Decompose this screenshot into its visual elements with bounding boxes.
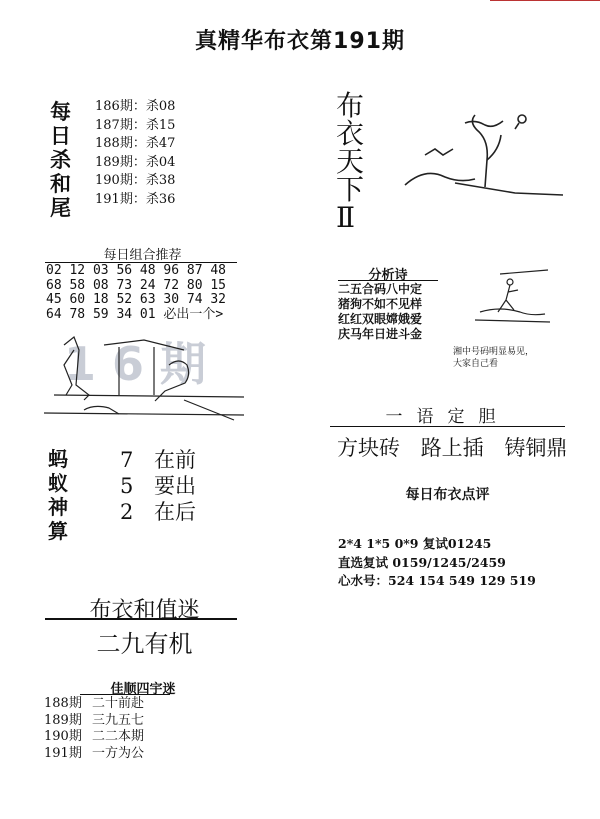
four-char-row <box>44 729 144 746</box>
riddle-text: 三九五七 <box>92 712 145 728</box>
title-char: 下 <box>336 173 365 206</box>
label-char: 尾 <box>50 195 71 220</box>
combo-grid <box>46 264 226 322</box>
issue-number: 191期 <box>44 745 82 761</box>
riddle-text: 二十前赴 <box>92 696 145 711</box>
issue-number: 189期 <box>44 712 82 728</box>
kill-row: 191期：杀36 <box>95 191 176 207</box>
ant-god-rows <box>120 447 196 525</box>
combo-row: 45 60 18 52 63 30 74 32 <box>46 292 227 307</box>
four-char-row <box>44 713 144 730</box>
riddle-text: 一方为公 <box>92 745 145 761</box>
note-line: 湘中号码明显易见， <box>453 347 535 357</box>
ant-row <box>120 473 196 499</box>
scholar-scene-illustration <box>44 325 244 425</box>
ant-text: 在前 <box>154 448 196 472</box>
label-char: 杀 <box>50 147 71 172</box>
ant-number: 5 <box>120 474 134 498</box>
label-char: 蚁 <box>48 471 68 495</box>
issue-number: 188期 <box>44 696 82 711</box>
analysis-divider <box>338 280 438 281</box>
comment-row: 心水号：524 154 549 129 519 <box>338 573 536 588</box>
label-char: 日 <box>50 123 71 148</box>
kill-row: 187期：杀15 <box>95 117 176 133</box>
daily-comment-list <box>338 535 536 591</box>
ant-number: 7 <box>120 448 134 472</box>
poem-note <box>453 346 534 370</box>
title-char: Ⅱ <box>336 201 356 234</box>
yiyu-title: 一语定胆 <box>385 407 510 427</box>
four-char-divider <box>80 694 170 695</box>
ant-row <box>120 447 196 473</box>
riddle-answer: 二九有机 <box>96 630 193 658</box>
four-char-row <box>44 746 144 763</box>
ant-text: 在后 <box>154 500 196 524</box>
title-char: 布 <box>336 89 365 122</box>
kill-row: 188期：杀47 <box>95 136 176 152</box>
page-title: 真精华布衣第191期 <box>195 29 405 54</box>
label-char: 蚂 <box>48 447 68 471</box>
ant-row <box>120 499 196 525</box>
label-char: 每 <box>50 99 71 124</box>
yiyu-phrase: 路上插 <box>420 436 484 460</box>
riddle-text: 二二本期 <box>92 729 145 744</box>
yiyu-phrases <box>337 432 581 462</box>
comment-row: 直选复试 0159/1245/2459 <box>338 554 506 570</box>
figure-sketch-illustration <box>470 268 555 328</box>
daily-kill-list <box>95 98 175 210</box>
ant-god-label <box>48 447 78 543</box>
riddle-divider <box>45 618 237 620</box>
poem-line: 庆马年日进斗金 <box>338 327 423 341</box>
analysis-poem-title: 分析诗 <box>368 268 408 283</box>
poem-line: 红红双眼嫦娥爱 <box>338 312 423 326</box>
pine-landscape-illustration <box>395 105 565 200</box>
combo-row: 64 78 59 34 01 必出一个> <box>46 306 224 322</box>
combo-title: 每日组合推荐 <box>103 248 182 263</box>
note-line: 大家自己看 <box>453 359 499 369</box>
label-char: 神 <box>48 495 68 519</box>
label-char: 和 <box>50 171 71 196</box>
combo-row: 68 58 08 73 24 72 80 15 <box>46 277 227 293</box>
ant-text: 要出 <box>154 474 196 498</box>
title-char: 天 <box>336 145 365 178</box>
issue-watermark: 1 6 期 <box>64 337 207 391</box>
four-char-riddle-title: 佳顺四宇迷 <box>110 682 176 697</box>
label-char: 算 <box>48 519 68 543</box>
poem-line: 猪狗不如不见样 <box>338 297 423 311</box>
poem-line: 二五合码八中定 <box>338 282 423 296</box>
top-accent-line <box>490 0 600 4</box>
title-char: 衣 <box>336 117 365 150</box>
analysis-poem <box>338 282 422 342</box>
yiyu-phrase: 铸铜鼎 <box>504 436 568 460</box>
kill-row: 190期：杀38 <box>95 173 176 189</box>
four-char-row <box>44 696 144 713</box>
daily-comment-title: 每日布衣点评 <box>405 487 490 503</box>
comment-row: 2*4 1*5 0*9 复试01245 <box>338 536 492 551</box>
issue-number: 190期 <box>44 729 82 744</box>
four-char-riddle-list <box>44 696 144 762</box>
yiyu-divider <box>330 426 565 427</box>
riddle-title: 布衣和值迷 <box>89 598 200 623</box>
kill-row: 189期：杀04 <box>95 154 176 170</box>
ant-number: 2 <box>120 500 134 524</box>
combo-row: 02 12 03 56 48 96 87 48 <box>46 263 227 278</box>
yiyu-phrase: 方块砖 <box>337 436 400 460</box>
tianxia-vertical-title <box>336 89 366 234</box>
kill-row: 186期：杀08 <box>95 99 176 114</box>
daily-kill-label <box>50 100 80 220</box>
